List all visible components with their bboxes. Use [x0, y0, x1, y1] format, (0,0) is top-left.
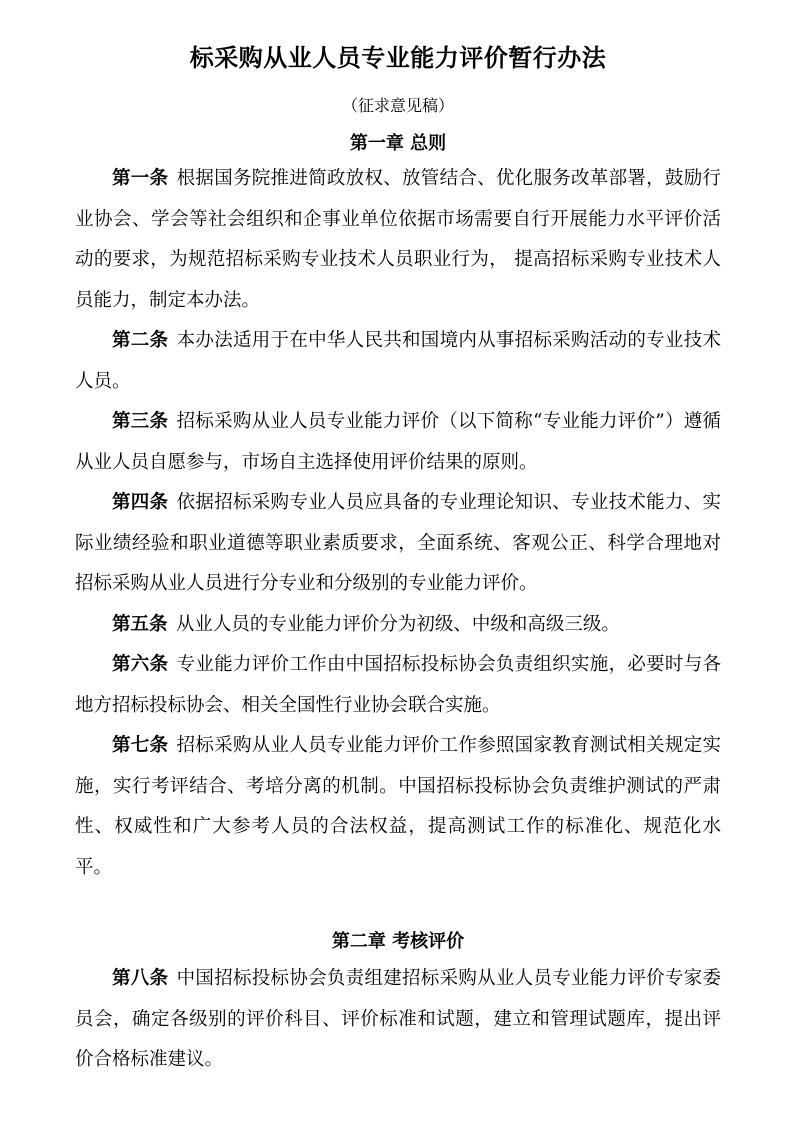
article-2-label: 第二条 — [112, 330, 169, 351]
document-subtitle: （征求意见稿） — [341, 96, 454, 115]
chapter-1-heading: 第一章 总则 — [349, 133, 447, 154]
article-6 — [75, 645, 721, 726]
article-6-label: 第六条 — [112, 654, 169, 675]
chapter-1-body — [75, 159, 721, 888]
article-5 — [75, 605, 721, 646]
article-2 — [75, 321, 721, 402]
article-8-text: 中国招标投标协会负责组建招标采购从业人员专业能力评价专家委员会，确定各级别的评价科目、评价标准和试题，建立和管理试题库，提出评价合格标准建议。 — [75, 968, 721, 1070]
article-7 — [75, 726, 721, 888]
article-6-text: 专业能力评价工作由中国招标投标协会负责组织实施，必要时与各地方招标投标协会、相关全国性行业协会联合实施。 — [75, 654, 721, 716]
article-7-text: 招标采购从业人员专业能力评价工作参照国家教育测试相关规定实施，实行考评结合、考培分离的机制。中国招标投标协会负责维护测试的严肃性、权威性和广大参考人员的合法权益，提高测试工作的标准化、规范化水平。 — [75, 735, 721, 878]
document-title: 标采购从业人员专业能力评价暂行办法 — [189, 43, 607, 72]
article-4-label: 第四条 — [112, 492, 169, 513]
article-8 — [75, 959, 721, 1081]
article-8-label: 第八条 — [112, 968, 169, 989]
chapter-2 — [75, 929, 721, 1081]
article-1-label: 第一条 — [112, 168, 169, 189]
article-2-text: 本办法适用于在中华人民共和国境内从事招标采购活动的专业技术人员。 — [75, 330, 721, 392]
chapter-1 — [75, 131, 721, 888]
article-5-label: 第五条 — [112, 613, 168, 635]
article-5-text: 从业人员的专业能力评价分为初级、中级和高级三级。 — [175, 613, 620, 635]
article-1-text: 根据国务院推进简政放权、放管结合、优化服务改革部署，鼓励行业协会、学会等社会组织和企事业单位依据市场需要自行开展能力水平评价活动的要求，为规范招标采购专业技术人员职业行为， 提高招标采购专业技术人员能力，制定本办法。 — [75, 168, 721, 311]
article-4-text: 依据招标采购专业人员应具备的专业理论知识、专业技术能力、实际业绩经验和职业道德等职业素质要求，全面系统、客观公正、科学合理地对招标采购从业人员进行分专业和分级别的专业能力评价。 — [75, 492, 721, 594]
article-1 — [75, 159, 721, 321]
article-3-label: 第三条 — [112, 411, 169, 432]
article-7-label: 第七条 — [112, 735, 169, 756]
article-3-text: 招标采购从业人员专业能力评价（以下简称“专业能力评价”）遵循从业人员自愿参与，市场自主选择使用评价结果的原则。 — [75, 411, 721, 473]
article-4 — [75, 483, 721, 605]
article-3 — [75, 402, 721, 483]
chapter-2-body — [75, 959, 721, 1081]
chapter-2-heading: 第二章 考核评价 — [331, 931, 465, 952]
